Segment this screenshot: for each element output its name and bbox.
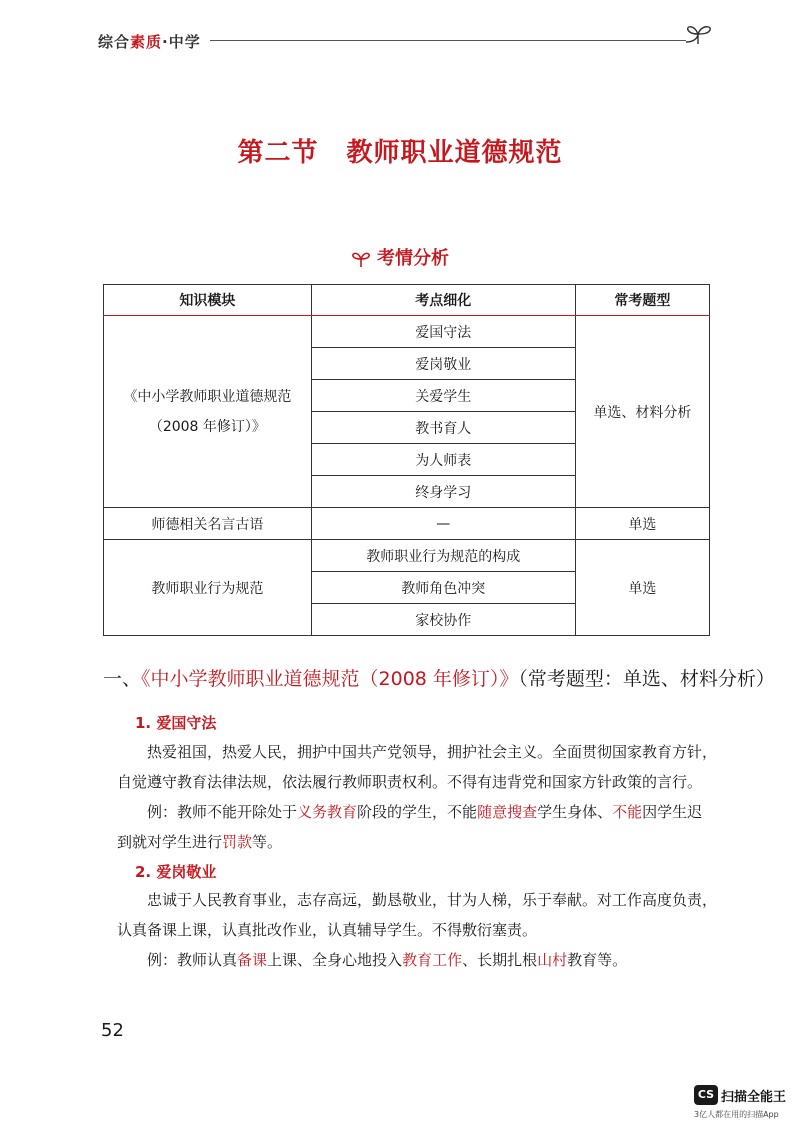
- scanner-app-name: 扫描全能王: [721, 1090, 787, 1105]
- point-cell: —: [311, 508, 575, 540]
- item-body: 忠诚于人民教育事业，志存高远，勤恳敬业，甘为人梯，乐于奉献。对工作高度负责，认真备课上课，认真批改作业，认真辅导学生。不得敷衍塞责。: [117, 891, 718, 939]
- section-title: 第二节 教师职业道德规范: [237, 138, 563, 168]
- scanner-logo-icon: CS: [694, 1085, 718, 1105]
- main-heading: 一、《中小学教师职业道德规范（2008 年修订）》（常考题型：单选、材料分析）: [103, 668, 775, 690]
- column-header: 知识模块: [104, 285, 312, 316]
- module-cell: 《中小学教师职业道德规范 （2008 年修订）》: [104, 316, 312, 508]
- point-cell: 为人师表: [311, 444, 575, 476]
- item-heading: 1. 爱国守法: [135, 714, 217, 732]
- analysis-heading: 考情分析: [0, 244, 800, 270]
- sprout-icon: [682, 20, 716, 54]
- scanner-badge: [694, 1085, 794, 1125]
- header-rule: [210, 40, 686, 41]
- point-cell: 爱岗敬业: [311, 348, 575, 380]
- column-header: 常考题型: [575, 285, 709, 316]
- type-cell: 单选、材料分析: [575, 316, 709, 508]
- sprout-icon: [351, 250, 371, 268]
- scanner-tagline: 3亿人都在用的扫描App: [694, 1110, 779, 1119]
- point-cell: 教师职业行为规范的构成: [311, 540, 575, 572]
- point-cell: 家校协作: [311, 604, 575, 636]
- point-cell: 爱国守法: [311, 316, 575, 348]
- page-number: 52: [101, 1020, 124, 1041]
- table-row: [104, 540, 710, 572]
- module-cell: 师德相关名言古语: [104, 508, 312, 540]
- analysis-table: [103, 284, 710, 636]
- item-example: 例：教师认真备课上课、全身心地投入教育工作、长期扎根山村教育等。: [147, 951, 628, 969]
- point-cell: 关爱学生: [311, 380, 575, 412]
- module-cell: 教师职业行为规范: [104, 540, 312, 636]
- item-example: 例：教师不能开除处于义务教育阶段的学生，不能随意搜查学生身体、不能因学生迟到就对学生进行罚款等。: [117, 803, 703, 851]
- item-heading: 2. 爱岗敬业: [135, 863, 217, 881]
- type-cell: 单选: [575, 508, 709, 540]
- point-cell: 教书育人: [311, 412, 575, 444]
- table-row: [104, 316, 710, 348]
- table-row: [104, 508, 710, 540]
- point-cell: 终身学习: [311, 476, 575, 508]
- item-body: 热爱祖国，热爱人民，拥护中国共产党领导，拥护社会主义。全面贯彻国家教育方针，自觉遵守教育法律法规，依法履行教师职责权利。不得有违背党和国家方针政策的言行。: [117, 743, 718, 791]
- point-cell: 教师角色冲突: [311, 572, 575, 604]
- table-header-row: [104, 285, 710, 316]
- running-header: [98, 28, 718, 52]
- column-header: 考点细化: [311, 285, 575, 316]
- type-cell: 单选: [575, 540, 709, 636]
- header-title: 综合素质·中学: [98, 33, 201, 51]
